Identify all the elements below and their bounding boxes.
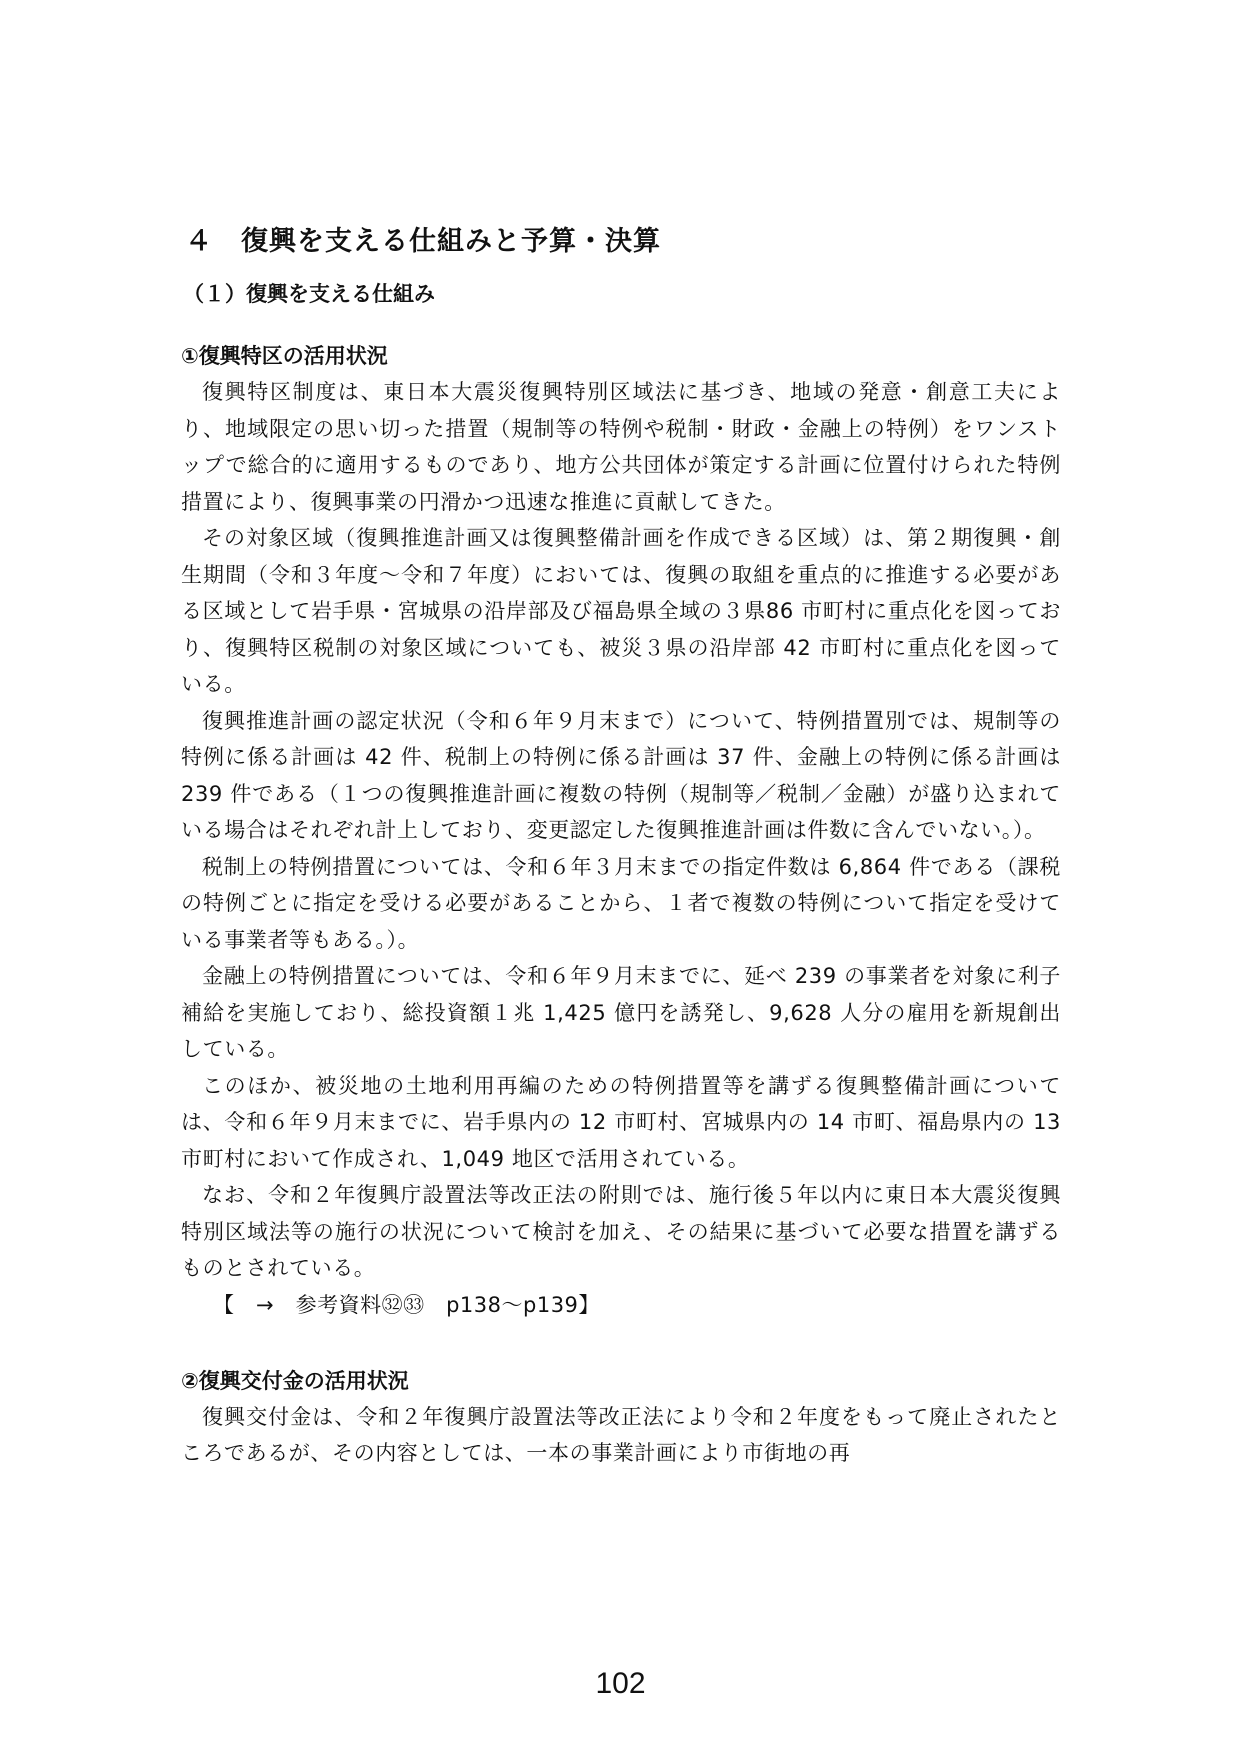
paragraph: なお、令和２年復興庁設置法等改正法の附則では、施行後５年以内に東日本大震災復興特別区域法等の施行の状況について検討を加え、その結果に基づいて必要な措置を講ずるものとされている。 [181, 1183, 1061, 1280]
paragraph: 税制上の特例措置については、令和６年３月末までの指定件数は 6,864 件である（課税の特例ごとに指定を受ける必要があることから、１者で複数の特例について指定を受けている事業者等もある。）。 [181, 854, 1061, 952]
page-content [181, 222, 1061, 1472]
page-number: 102 [595, 1667, 646, 1700]
section-spacer [181, 1323, 1061, 1363]
reference-note: 【 → 参考資料㉜㉝ p138～p139】 [213, 1292, 600, 1317]
part1-heading: ①復興特区の活用状況 [181, 344, 388, 368]
paragraph: 金融上の特例措置については、令和６年９月末までに、延べ 239 の事業者を対象に利子補給を実施しており、総投資額１兆 1,425 億円を誘発し、9,628 人分の雇用を新規創出している。 [181, 964, 1061, 1061]
paragraph: 復興交付金は、令和２年復興庁設置法等改正法により令和２年度をもって廃止されたところであるが、その内容としては、一本の事業計画により市街地の再 [181, 1404, 1061, 1465]
subsection-title: （１）復興を支える仕組み [183, 282, 435, 306]
part-reconstruction-special-zones [181, 338, 1061, 1323]
paragraph: その対象区域（復興推進計画又は復興整備計画を作成できる区域）は、第２期復興・創生期間（令和３年度～令和７年度）においては、復興の取組を重点的に推進する必要がある区域として岩手県・宮城県の沿岸部及び福島県全域の３県86 市町村に重点化を図っており、復興特区税制の対象区域についても、被災３県の沿岸部 42 市町村に重点化を図っている。 [181, 526, 1061, 696]
paragraph: このほか、被災地の土地利用再編のための特例措置等を講ずる復興整備計画については、令和６年９月末までに、岩手県内の 12 市町村、宮城県内の 14 市町、福島県内の 13 市町村において作成され、1,049 地区で活用されている。 [181, 1073, 1061, 1171]
part-reconstruction-grants [181, 1363, 1061, 1472]
section-title: ４ 復興を支える仕組みと予算・決算 [185, 226, 661, 257]
paragraph: 復興推進計画の認定状況（令和６年９月末まで）について、特例措置別では、規制等の特例に係る計画は 42 件、税制上の特例に係る計画は 37 件、金融上の特例に係る計画は 239 件である（１つの復興推進計画に複数の特例（規制等／税制／金融）が盛り込まれている場合はそれぞれ計上しており、変更認定した復興推進計画は件数に含んでいない。）。 [181, 708, 1061, 842]
paragraph: 復興特区制度は、東日本大震災復興特別区域法に基づき、地域の発意・創意工夫により、地域限定の思い切った措置（規制等の特例や税制・財政・金融上の特例）をワンストップで総合的に適用するものであり、地方公共団体が策定する計画に位置付けられた特例措置により、復興事業の円滑かつ迅速な推進に貢献してきた。 [181, 380, 1061, 514]
part2-heading: ②復興交付金の活用状況 [181, 1368, 409, 1393]
